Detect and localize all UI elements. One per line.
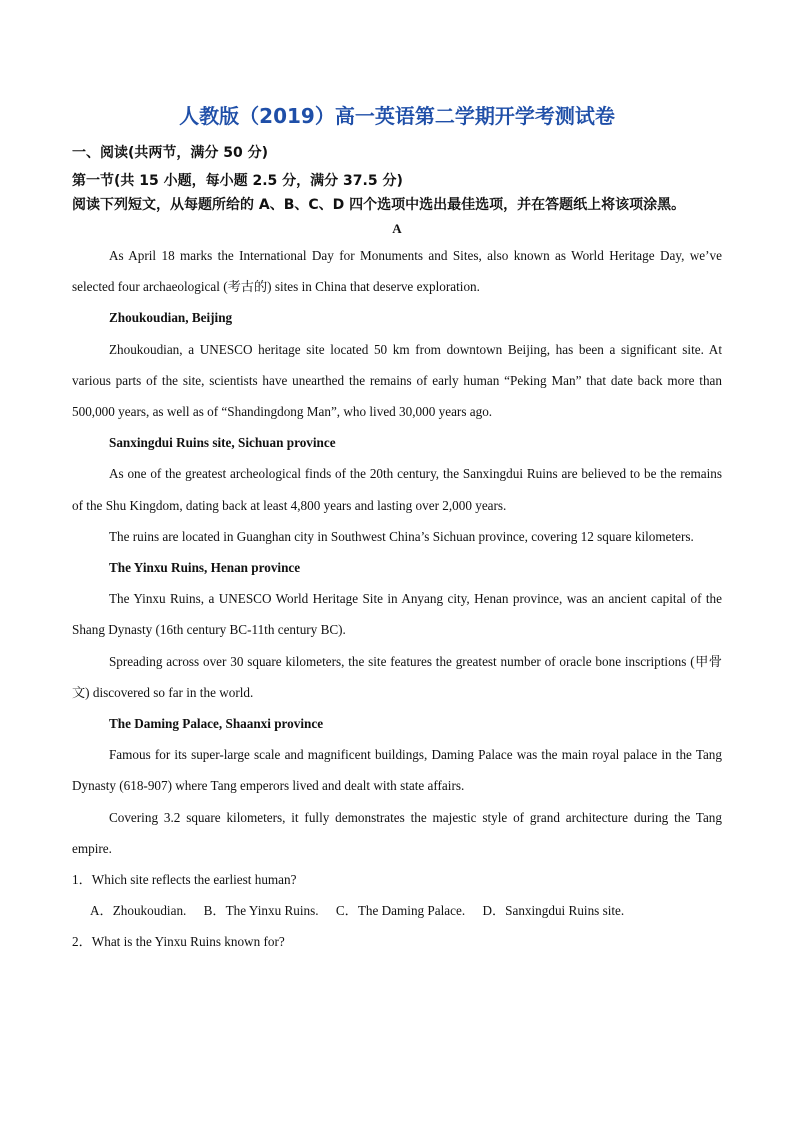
- site-paragraph: The Yinxu Ruins, a UNESCO World Heritage Site in Anyang city, Henan province, was an ancient capital of the Shang Dynasty (16th century BC-11th century BC).: [72, 591, 722, 638]
- part-heading: 第一节(共 15 小题，每小题 2.5 分，满分 37.5 分): [72, 173, 403, 189]
- site-paragraph: Zhoukoudian, a UNESCO heritage site located 50 km from downtown Beijing, has been a significant site. At various parts of the site, scientists have unearthed the remains of early human “Peking Man” that date back more than 500,000 years, as well as of “Shandingdong Man”, who lived 30,000 years ago.: [72, 341, 722, 420]
- question-stem: 1．Which site reflects the earliest human?: [72, 872, 297, 888]
- site-heading: The Yinxu Ruins, Henan province: [109, 560, 301, 576]
- option-a: A．Zhoukoudian.: [90, 903, 187, 919]
- option-b: B．The Yinxu Ruins.: [203, 903, 319, 919]
- question-options: [72, 895, 722, 926]
- page-title: 人教版（2019）高一英语第二学期开学考测试卷: [179, 104, 615, 128]
- site-paragraph: Covering 3.2 square kilometers, it fully demonstrates the majestic style of grand architecture during the Tang empire.: [72, 809, 722, 856]
- section-heading: 一、阅读(共两节，满分 50 分): [72, 145, 269, 161]
- site-heading: The Daming Palace, Shaanxi province: [109, 716, 324, 732]
- site-paragraph: Famous for its super-large scale and magnificent buildings, Daming Palace was the main royal palace in the Tang Dynasty (618-907) where Tang emperors lived and dealt with state affairs.: [72, 747, 722, 794]
- intro-paragraph: As April 18 marks the International Day for Monuments and Sites, also known as World Heritage Day, we’ve selected four archaeological (考古的) sites in China that deserve exploration.: [72, 248, 722, 295]
- site-paragraph: Spreading across over 30 square kilometers, the site features the greatest number of oracle bone inscriptions (甲骨文) discovered so far in the world.: [72, 653, 722, 700]
- instructions: 阅读下列短文，从每题所给的 A、B、C、D 四个选项中选出最佳选项，并在答题纸上将该项涂黑。: [72, 197, 686, 213]
- option-c: C．The Daming Palace.: [335, 903, 466, 919]
- site-paragraph: As one of the greatest archeological finds of the 20th century, the Sanxingdui Ruins are believed to be the remains of the Shu Kingdom, dating back at least 4,800 years and lasting over 2,000 years.: [72, 466, 722, 513]
- option-d: D．Sanxingdui Ruins site.: [482, 903, 625, 919]
- site-paragraph: The ruins are located in Guanghan city in Southwest China’s Sichuan province, covering 12 square kilometers.: [108, 528, 694, 544]
- passage-label: A: [392, 221, 402, 236]
- site-heading: Sanxingdui Ruins site, Sichuan province: [109, 435, 336, 451]
- site-heading: Zhoukoudian, Beijing: [109, 310, 233, 326]
- question-stem: 2．What is the Yinxu Ruins known for?: [72, 934, 285, 950]
